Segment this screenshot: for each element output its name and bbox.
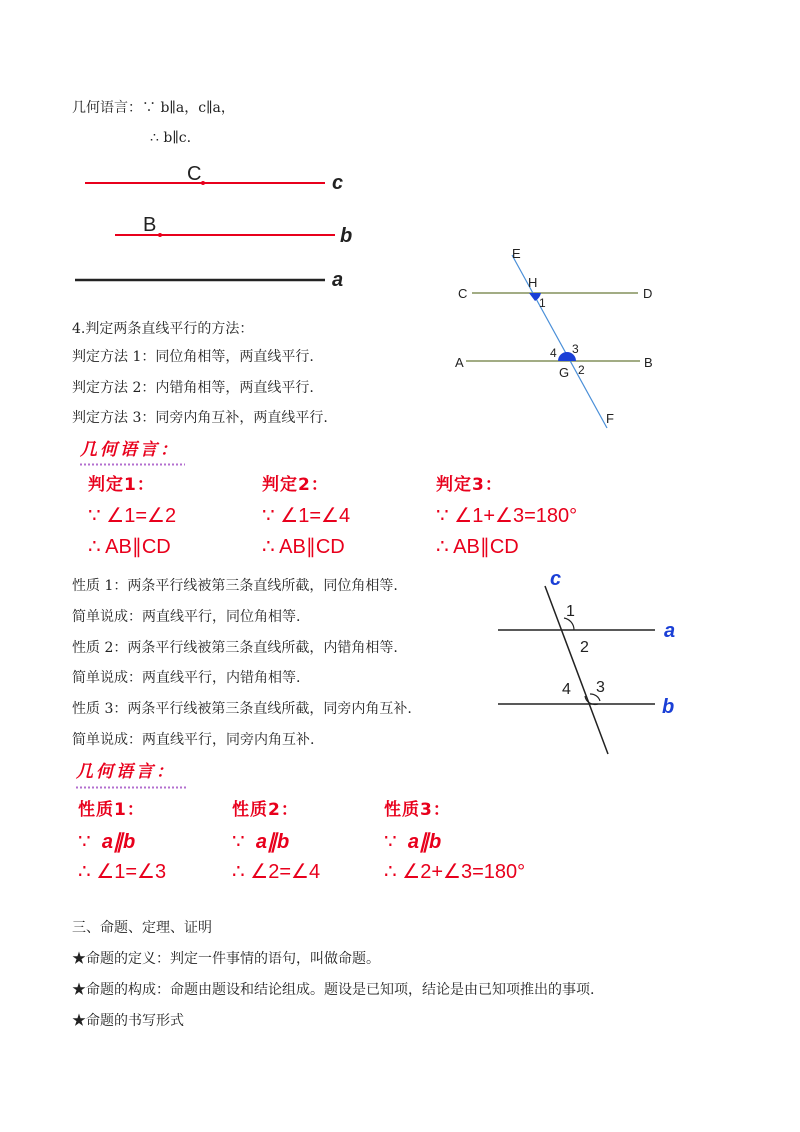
transversal-c <box>545 586 608 754</box>
label-a: A <box>455 355 464 370</box>
geo-lang-1-title: 几何语言： <box>80 440 180 460</box>
parallel-lines-figure <box>70 155 360 300</box>
proposition-form: ★命题的书写形式 <box>72 1013 184 1029</box>
point-c-dot <box>201 181 205 185</box>
label-c: c <box>550 568 562 590</box>
property-1-because: ∵ a∥b <box>78 831 136 853</box>
property-3-head: 性质3： <box>384 800 451 820</box>
geo-lang-1-underline <box>80 463 185 466</box>
label-c: c <box>332 172 344 194</box>
label-h: H <box>528 275 538 290</box>
point-c-label: C <box>187 163 202 185</box>
property-3-short: 简单说成：两直线平行，同旁内角互补. <box>72 732 315 748</box>
point-b-dot <box>158 233 162 237</box>
label-c: C <box>458 286 468 301</box>
property-2-short: 简单说成：两直线平行，内错角相等. <box>72 670 301 686</box>
label-e: E <box>512 246 521 261</box>
criterion-1-head: 判定1： <box>88 475 155 495</box>
label-d: D <box>643 286 653 301</box>
property-3-therefore: ∴ ∠2+∠3=180° <box>384 861 526 883</box>
criterion-1-therefore: ∴ AB∥CD <box>88 536 171 558</box>
label-angle-1: 1 <box>539 296 546 310</box>
section-3-title: 三、命题、定理、证明 <box>72 920 212 936</box>
line-ef <box>512 255 607 428</box>
property-1-head: 性质1： <box>78 800 145 820</box>
property-1-short: 简单说成：两直线平行，同位角相等. <box>72 609 301 625</box>
criterion-2-therefore: ∴ AB∥CD <box>262 536 345 558</box>
property-1: 性质 1：两条平行线被第三条直线所截，同位角相等. <box>72 578 398 594</box>
criterion-2-head: 判定2： <box>262 475 329 495</box>
label-g: G <box>559 365 570 380</box>
geo-lang-2-title: 几何语言： <box>76 762 176 782</box>
property-1-therefore: ∴ ∠1=∠3 <box>78 861 167 883</box>
criterion-3-because: ∵ ∠1+∠3=180° <box>436 505 578 527</box>
point-b-label: B <box>143 214 157 236</box>
properties-figure <box>490 568 700 758</box>
proposition-composition: ★命题的构成：命题由题设和结论组成。题设是已知项，结论是由已知项推出的事项. <box>72 982 595 998</box>
label-angle-3: 3 <box>572 342 579 356</box>
property-2-therefore: ∴ ∠2=∠4 <box>232 861 321 883</box>
criterion-3-head: 判定3： <box>436 475 503 495</box>
methods-heading: 4.判定两条直线平行的方法： <box>72 321 254 337</box>
criterion-3-therefore: ∴ AB∥CD <box>436 536 519 558</box>
intro-line-1: 几何语言：∵ b∥a，c∥a， <box>72 100 235 116</box>
label-angle-4: 4 <box>562 681 571 698</box>
property-3: 性质 3：两条平行线被第三条直线所截，同旁内角互补. <box>72 701 412 717</box>
transversal-figure <box>450 240 670 435</box>
label-a: a <box>664 620 676 642</box>
label-f: F <box>606 411 614 426</box>
method-3: 判定方法 3：同旁内角互补，两直线平行. <box>72 410 328 426</box>
method-1: 判定方法 1：同位角相等，两直线平行. <box>72 349 314 365</box>
intro-line-2: ∴ b∥c. <box>150 130 192 146</box>
label-a: a <box>332 269 344 291</box>
label-angle-2: 2 <box>580 639 589 656</box>
proposition-definition: ★命题的定义：判定一件事情的语句，叫做命题。 <box>72 951 380 967</box>
label-angle-2: 2 <box>578 363 585 377</box>
property-2-because: ∵ a∥b <box>232 831 290 853</box>
property-3-because: ∵ a∥b <box>384 831 442 853</box>
method-2: 判定方法 2：内错角相等，两直线平行. <box>72 380 314 396</box>
property-2-head: 性质2： <box>232 800 299 820</box>
property-2: 性质 2：两条平行线被第三条直线所截，内错角相等. <box>72 640 398 656</box>
label-b: b <box>662 696 675 718</box>
label-angle-3: 3 <box>596 679 605 696</box>
label-angle-4: 4 <box>550 346 557 360</box>
label-b: B <box>644 355 653 370</box>
label-b: b <box>340 225 353 247</box>
criterion-1-because: ∵ ∠1=∠2 <box>88 505 177 527</box>
label-angle-1: 1 <box>566 603 575 620</box>
criterion-2-because: ∵ ∠1=∠4 <box>262 505 351 527</box>
geo-lang-2-underline <box>76 786 186 789</box>
